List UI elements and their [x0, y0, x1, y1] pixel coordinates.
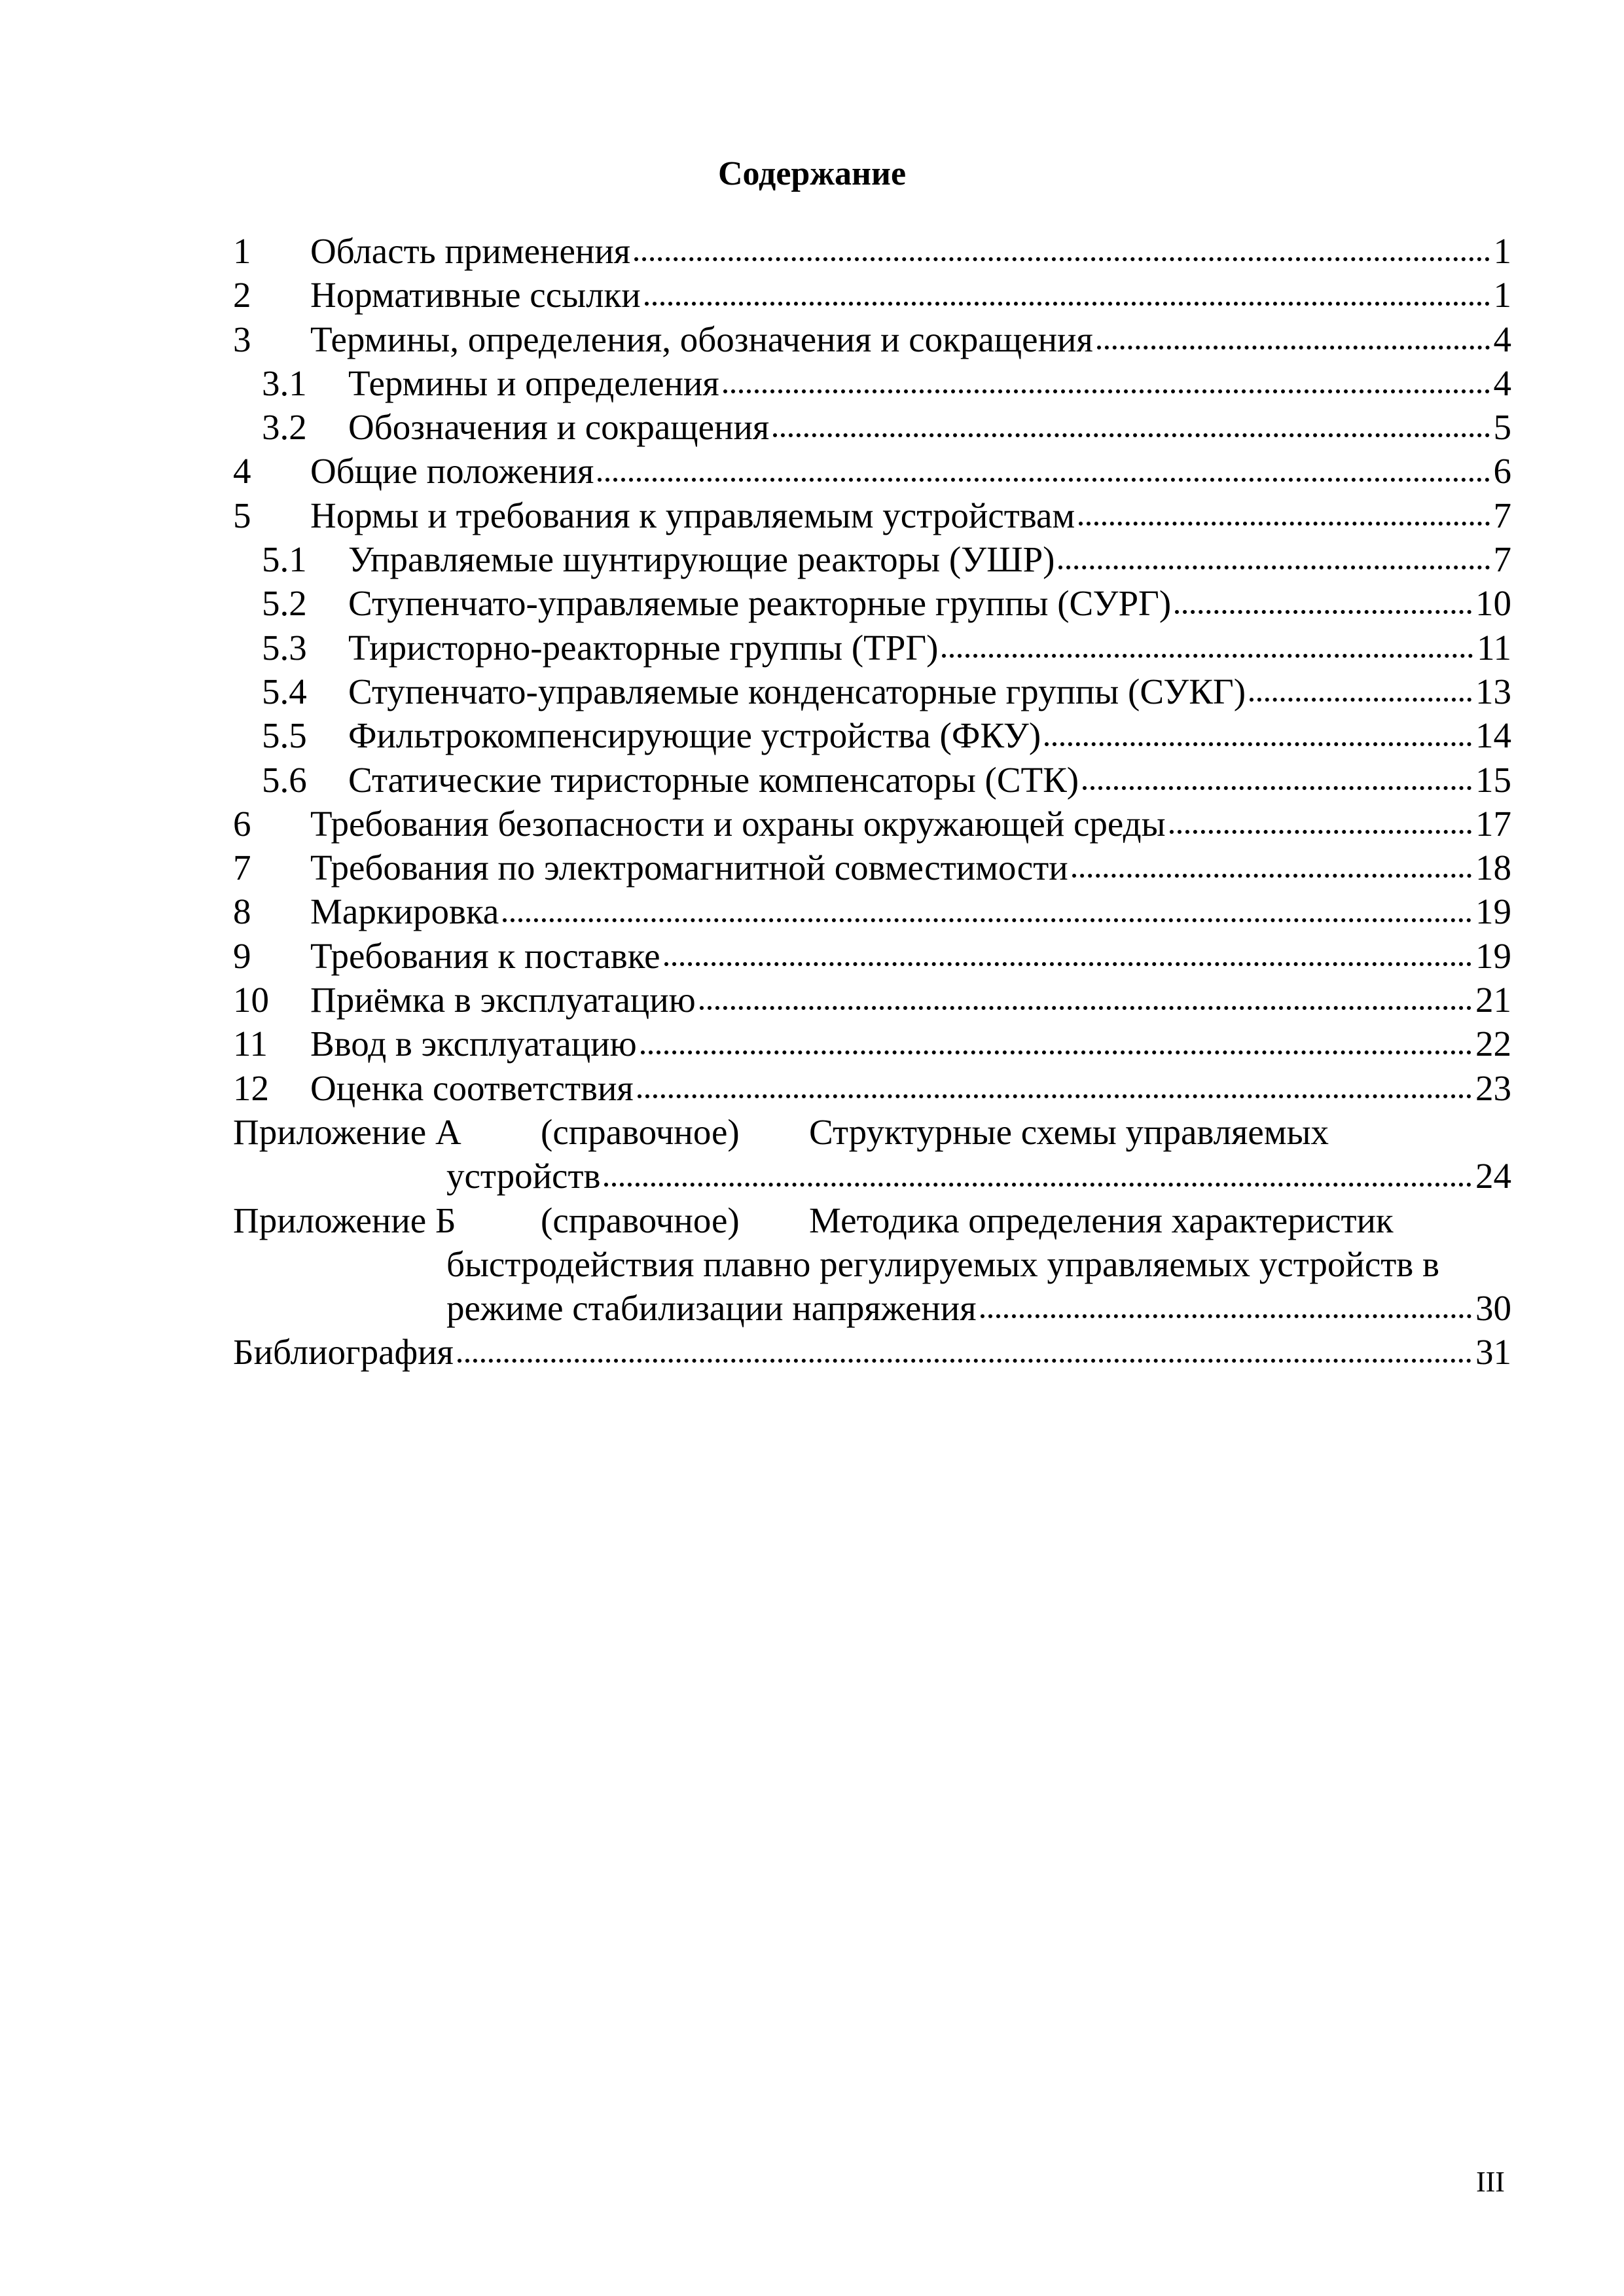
toc-entry-page: 31 — [1475, 1332, 1511, 1372]
toc-entry-title: Требования по электромагнитной совместимости — [310, 848, 1068, 888]
toc-entry-title: Приёмка в эксплуатацию — [310, 980, 696, 1020]
toc-entry[interactable] — [233, 581, 1511, 625]
toc-entry-number: 3 — [233, 319, 251, 359]
toc-entry-page: 21 — [1475, 980, 1511, 1020]
toc-entry-title: Фильтрокомпенсирующие устройства (ФКУ) — [348, 715, 1041, 756]
toc-entry-title: Область применения — [310, 231, 631, 271]
dot-leader — [1175, 581, 1471, 625]
dot-leader — [664, 934, 1471, 978]
toc-entry-page: 4 — [1493, 319, 1511, 359]
toc-entries — [233, 229, 1511, 1110]
toc-entry-number: 5.1 — [262, 539, 307, 580]
dot-leader — [1079, 493, 1489, 537]
toc-entry[interactable] — [233, 1022, 1511, 1066]
dot-leader — [645, 273, 1490, 317]
toc-entry-title: Термины и определения — [348, 363, 719, 403]
toc-entry[interactable] — [233, 1066, 1511, 1110]
toc-appendix-entry[interactable] — [233, 1110, 1511, 1198]
toc-entry[interactable] — [233, 449, 1511, 493]
dot-leader — [634, 229, 1489, 273]
toc-entry-number: 3.1 — [262, 363, 307, 403]
toc-entry-page: 5 — [1493, 407, 1511, 448]
toc-entry-number: 4 — [233, 451, 251, 492]
dot-leader — [1083, 758, 1471, 802]
table-of-contents — [233, 229, 1511, 1374]
toc-entry[interactable] — [233, 889, 1511, 933]
toc-entry-number: 5 — [233, 495, 251, 535]
toc-entry-page: 19 — [1475, 891, 1511, 932]
toc-entry-page: 19 — [1475, 935, 1511, 976]
appendix-kind: (справочное) — [541, 1111, 740, 1152]
page-title: Содержание — [717, 155, 907, 192]
toc-entry-title: Обозначения и сокращения — [348, 407, 770, 448]
toc-entry-number: 5.4 — [262, 671, 307, 711]
toc-entry-number: 5.6 — [262, 759, 307, 800]
toc-entry[interactable] — [233, 802, 1511, 846]
toc-entry-number: 1 — [233, 231, 251, 271]
dot-leader — [1170, 802, 1471, 846]
toc-entry-title: Статические тиристорные компенсаторы (СТК) — [348, 759, 1079, 800]
toc-appendices — [233, 1110, 1511, 1330]
dot-leader — [1072, 846, 1471, 889]
toc-entry[interactable] — [233, 846, 1511, 889]
toc-entry-page: 23 — [1475, 1067, 1511, 1108]
appendix-title-continued: устройств — [446, 1156, 601, 1196]
toc-entry[interactable] — [233, 713, 1511, 757]
toc-entry-number: 8 — [233, 891, 251, 932]
toc-entry[interactable] — [233, 273, 1511, 317]
toc-entry-number: 5.2 — [262, 583, 307, 624]
toc-entry-bibliography[interactable] — [233, 1330, 1511, 1374]
toc-entry-page: 22 — [1475, 1024, 1511, 1064]
toc-entry[interactable] — [233, 405, 1511, 449]
toc-entry-title: Требования к поставке — [310, 935, 660, 976]
toc-entry-page: 4 — [1493, 363, 1511, 403]
toc-entry-number: 7 — [233, 848, 251, 888]
toc-entry-number: 6 — [233, 803, 251, 844]
toc-entry-page: 7 — [1493, 495, 1511, 535]
toc-entry-title: Библиография — [233, 1332, 454, 1372]
appendix-title-continued: режиме стабилизации напряжения — [446, 1288, 977, 1329]
dot-leader — [641, 1022, 1471, 1066]
dot-leader — [1058, 537, 1489, 581]
dot-leader — [942, 626, 1473, 670]
dot-leader — [773, 405, 1489, 449]
toc-entry-title: Нормы и требования к управляемым устройствам — [310, 495, 1075, 535]
dot-leader — [458, 1330, 1471, 1374]
toc-entry[interactable] — [233, 317, 1511, 361]
toc-entry-page: 1 — [1493, 275, 1511, 315]
appendix-title: Методика определения характеристик — [809, 1200, 1394, 1240]
toc-entry-title: Маркировка — [310, 891, 499, 932]
dot-leader — [1250, 670, 1471, 713]
toc-entry-page: 18 — [1475, 848, 1511, 888]
toc-appendix-entry[interactable] — [233, 1198, 1511, 1331]
dot-leader — [503, 889, 1471, 933]
toc-entry-number: 12 — [233, 1067, 269, 1108]
appendix-label: Приложение А — [233, 1111, 461, 1152]
dot-leader — [598, 449, 1489, 493]
toc-entry-title: Требования безопасности и охраны окружающей среды — [310, 803, 1166, 844]
page-number: III — [1476, 2166, 1505, 2198]
toc-entry-title: Тиристорно-реакторные группы (ТРГ) — [348, 627, 939, 668]
appendix-kind: (справочное) — [541, 1200, 740, 1240]
toc-entry[interactable] — [233, 493, 1511, 537]
toc-entry-title: Общие положения — [310, 451, 594, 492]
toc-entry-page: 17 — [1475, 803, 1511, 844]
toc-entry[interactable] — [233, 626, 1511, 670]
toc-entry-title: Ступенчато-управляемые конденсаторные группы (СУКГ) — [348, 671, 1246, 711]
toc-entry-title: Ступенчато-управляемые реакторные группы (СУРГ) — [348, 583, 1172, 624]
toc-entry-title: Оценка соответствия — [310, 1067, 634, 1108]
toc-entry-page: 11 — [1477, 627, 1511, 668]
dot-leader — [1045, 713, 1471, 757]
toc-entry-title: Управляемые шунтирующие реакторы (УШР) — [348, 539, 1055, 580]
toc-entry-page: 10 — [1475, 583, 1511, 624]
toc-entry-number: 3.2 — [262, 407, 307, 448]
toc-entry[interactable] — [233, 229, 1511, 273]
toc-entry-page: 30 — [1475, 1288, 1511, 1329]
toc-entry[interactable] — [233, 537, 1511, 581]
toc-entry[interactable] — [233, 978, 1511, 1022]
dot-leader — [1097, 317, 1490, 361]
toc-entry-number: 5.5 — [262, 715, 307, 756]
dot-leader — [723, 361, 1490, 405]
appendix-title-continued: быстродействия плавно регулируемых управляемых устройств в — [446, 1244, 1439, 1284]
toc-entry-title: Ввод в эксплуатацию — [310, 1024, 637, 1064]
toc-entry-number: 9 — [233, 935, 251, 976]
toc-entry-page: 15 — [1475, 759, 1511, 800]
toc-entry-page: 14 — [1475, 715, 1511, 756]
toc-entry-page: 7 — [1493, 539, 1511, 580]
toc-entry-number: 10 — [233, 980, 269, 1020]
dot-leader — [604, 1154, 1471, 1198]
toc-entry-page: 24 — [1475, 1156, 1511, 1196]
dot-leader — [700, 978, 1471, 1022]
appendix-title: Структурные схемы управляемых — [809, 1111, 1329, 1152]
dot-leader — [638, 1066, 1471, 1110]
toc-entry-title: Нормативные ссылки — [310, 275, 641, 315]
toc-entry[interactable] — [233, 758, 1511, 802]
toc-entry-page: 1 — [1493, 231, 1511, 271]
dot-leader — [981, 1286, 1471, 1330]
toc-entry[interactable] — [233, 361, 1511, 405]
appendix-label: Приложение Б — [233, 1200, 456, 1240]
toc-entry[interactable] — [233, 934, 1511, 978]
toc-entry-page: 13 — [1475, 671, 1511, 711]
toc-entry-page: 6 — [1493, 451, 1511, 492]
toc-entry-number: 2 — [233, 275, 251, 315]
toc-entry[interactable] — [233, 670, 1511, 713]
toc-entry-number: 11 — [233, 1024, 268, 1064]
toc-entry-title: Термины, определения, обозначения и сокращения — [310, 319, 1093, 359]
toc-entry-number: 5.3 — [262, 627, 307, 668]
